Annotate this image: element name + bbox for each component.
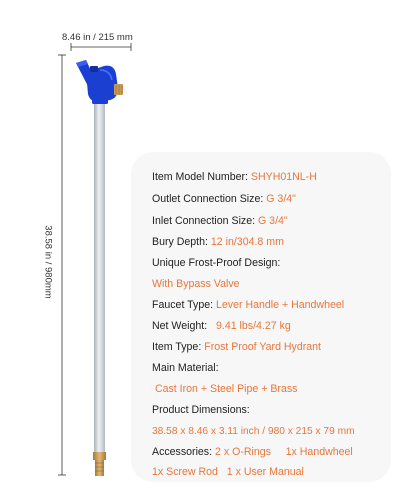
spec-accessories: Accessories: 2 x O-Rings 1x Handwheel	[152, 446, 353, 458]
spec-net-weight: Net Weight: 9.41 lbs/4.27 kg	[152, 320, 291, 332]
brass-inlet	[93, 452, 106, 476]
spec-inlet-size: Inlet Connection Size: G 3/4"	[152, 215, 288, 227]
spec-main-material: Main Material:	[152, 362, 219, 374]
height-dimension-label: 38.58 in / 980mm	[42, 225, 54, 299]
spec-item-type: Item Type: Frost Proof Yard Hydrant	[152, 341, 321, 353]
width-dimension-line	[71, 43, 131, 51]
spec-accessories-more: 1x Screw Rod 1 x User Manual	[152, 466, 304, 478]
steel-pipe	[94, 104, 105, 454]
spec-bury-depth: Bury Depth: 12 in/304.8 mm	[152, 236, 284, 248]
width-dimension-label: 8.46 in / 215 mm	[62, 32, 133, 43]
spec-bypass-valve: With Bypass Valve	[152, 278, 240, 290]
spec-faucet-type: Faucet Type: Lever Handle + Handwheel	[152, 299, 345, 311]
spec-dimensions-value: 38.58 x 8.46 x 3.11 inch / 980 x 215 x 79 mm	[152, 426, 355, 437]
height-dimension-line	[58, 55, 66, 475]
spec-outlet-size: Outlet Connection Size: G 3/4"	[152, 193, 296, 205]
spec-material-value: Cast Iron + Steel Pipe + Brass	[152, 383, 298, 395]
brass-outlet	[114, 84, 123, 95]
spec-product-dimensions: Product Dimensions:	[152, 404, 250, 416]
hydrant-head	[86, 66, 118, 104]
spec-frost-proof-design: Unique Frost-Proof Design:	[152, 257, 281, 269]
spec-model-number: Item Model Number: SHYH01NL-H	[152, 171, 317, 183]
